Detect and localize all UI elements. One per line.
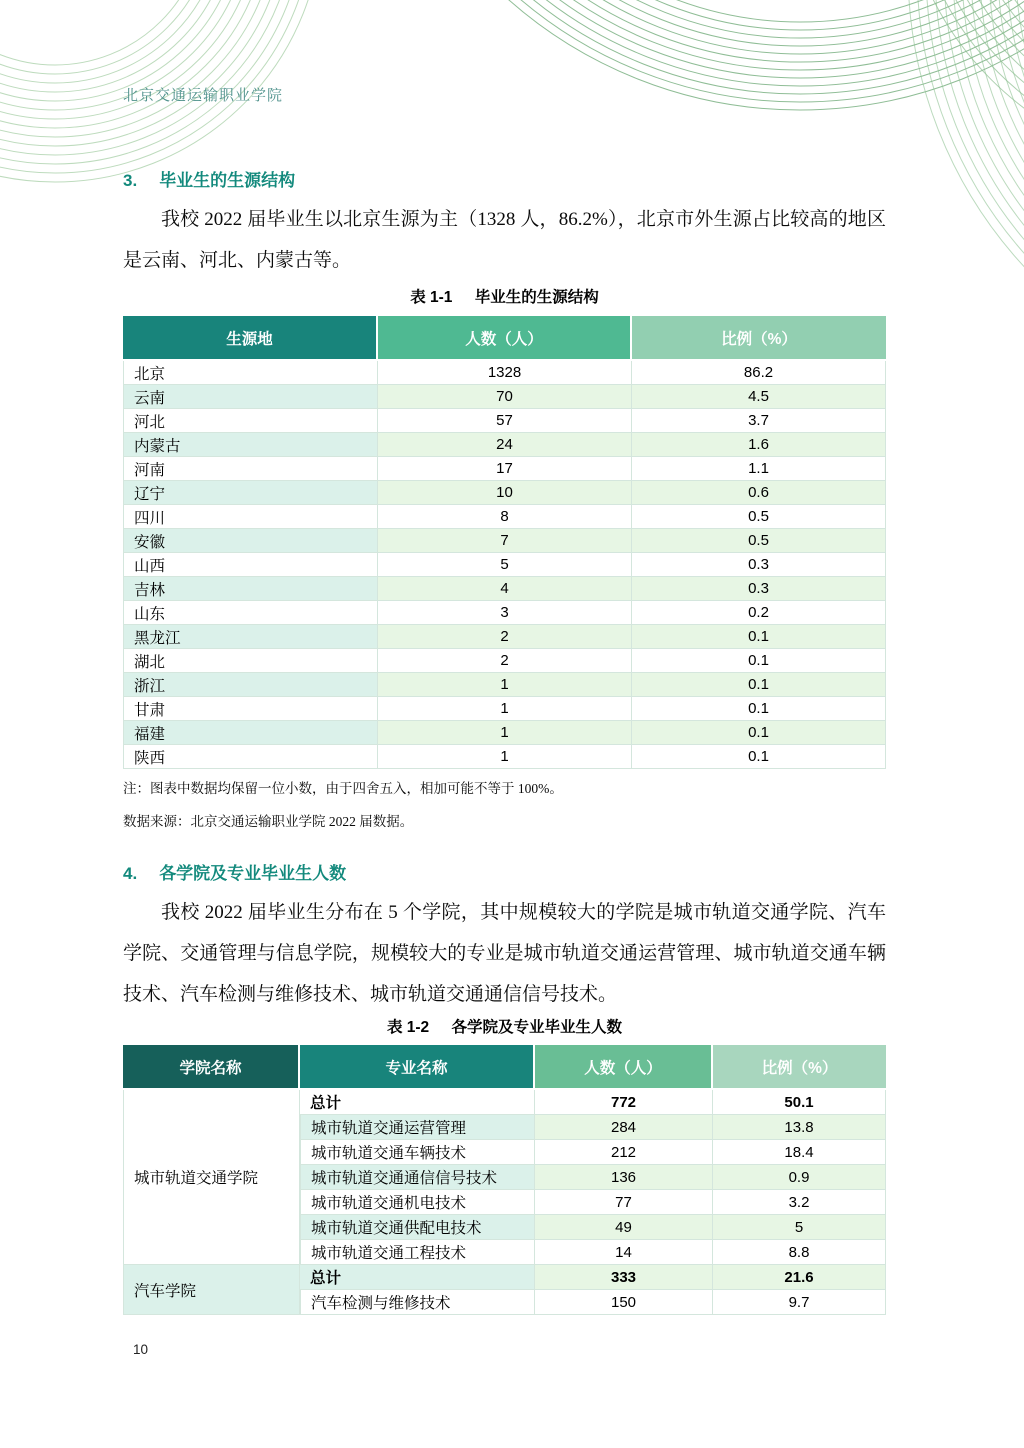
region-cell: 黑龙江 [123,625,378,649]
major-cell: 总计 [300,1090,535,1115]
table-1-caption-title: 毕业生的生源结构 [474,289,599,306]
column-header-count: 人数（人） [378,316,632,361]
major-cell: 总计 [300,1265,535,1290]
count-cell: 77 [535,1190,713,1215]
count-cell: 49 [535,1215,713,1240]
count-cell: 4 [378,577,632,601]
column-header-count: 人数（人） [535,1045,713,1090]
region-cell: 湖北 [123,649,378,673]
count-cell: 10 [378,481,632,505]
table-row [123,433,886,457]
count-cell: 2 [378,625,632,649]
table-2-caption [123,1015,886,1037]
section-4-paragraph: 我校 2022 届毕业生分布在 5 个学院，其中规模较大的学院是城市轨道交通学院、汽车学院、交通管理与信息学院，规模较大的专业是城市轨道交通运营管理、城市轨道交通车辆技术、汽车检测与维修技术、城市轨道交通通信信号技术。 [123,902,886,1005]
column-header-major: 专业名称 [300,1045,535,1090]
ratio-cell: 0.3 [632,577,886,601]
ratio-cell: 4.5 [632,385,886,409]
region-cell: 陕西 [123,745,378,769]
table-row [123,649,886,673]
table-row [123,457,886,481]
table-row [123,529,886,553]
college-cell: 汽车学院 [123,1265,300,1315]
table-row [123,697,886,721]
section-4-heading [123,862,886,886]
region-cell: 山东 [123,601,378,625]
region-cell: 四川 [123,505,378,529]
ratio-cell: 18.4 [713,1140,886,1165]
table-note: 注：图表中数据均保留一位小数，由于四舍五入，相加可能不等于 100%。 [123,781,563,796]
region-cell: 甘肃 [123,697,378,721]
table-row [123,553,886,577]
count-cell: 284 [535,1115,713,1140]
region-cell: 内蒙古 [123,433,378,457]
page-content [123,0,886,1315]
page-number: 10 [133,1342,149,1357]
ratio-cell: 50.1 [713,1090,886,1115]
table-row [123,481,886,505]
section-4-number: 4. [123,864,138,883]
table-row [123,385,886,409]
count-cell: 1 [378,721,632,745]
count-cell: 8 [378,505,632,529]
data-source-note: 数据来源：北京交通运输职业学院 2022 届数据。 [123,814,414,829]
count-cell: 14 [535,1240,713,1265]
region-cell: 河南 [123,457,378,481]
source-structure-table [123,316,886,769]
count-cell: 7 [378,529,632,553]
table-2-caption-title: 各学院及专业毕业生人数 [451,1019,623,1036]
major-cell: 汽车检测与维修技术 [300,1290,535,1315]
ratio-cell: 13.8 [713,1115,886,1140]
column-header-ratio: 比例（%） [713,1045,886,1090]
ratio-cell: 3.7 [632,409,886,433]
major-cell: 城市轨道交通工程技术 [300,1240,535,1265]
ratio-cell: 0.5 [632,529,886,553]
count-cell: 136 [535,1165,713,1190]
ratio-cell: 0.1 [632,625,886,649]
count-cell: 1 [378,745,632,769]
section-3-title: 毕业生的生源结构 [159,171,296,190]
college-major-table [123,1045,886,1315]
table-row [123,361,886,385]
count-cell: 70 [378,385,632,409]
ratio-cell: 0.9 [713,1165,886,1190]
table-1-caption-label: 表 1-1 [410,289,453,306]
count-cell: 57 [378,409,632,433]
ratio-cell: 0.1 [632,649,886,673]
region-cell: 云南 [123,385,378,409]
ratio-cell: 0.1 [632,721,886,745]
ratio-cell: 1.1 [632,457,886,481]
table-row [123,601,886,625]
table-1-caption [123,285,886,307]
table-row [123,673,886,697]
table-row [123,1265,886,1290]
ratio-cell: 0.2 [632,601,886,625]
count-cell: 772 [535,1090,713,1115]
count-cell: 1 [378,697,632,721]
table-header-row [123,1045,886,1090]
ratio-cell: 0.1 [632,673,886,697]
institution-name: 北京交通运输职业学院 [123,88,284,104]
count-cell: 3 [378,601,632,625]
major-cell: 城市轨道交通供配电技术 [300,1215,535,1240]
region-cell: 辽宁 [123,481,378,505]
count-cell: 212 [535,1140,713,1165]
ratio-cell: 1.6 [632,433,886,457]
count-cell: 17 [378,457,632,481]
ratio-cell: 0.1 [632,697,886,721]
section-3-paragraph: 我校 2022 届毕业生以北京生源为主（1328 人，86.2%），北京市外生源占比较高的地区是云南、河北、内蒙古等。 [123,209,886,271]
count-cell: 5 [378,553,632,577]
major-cell: 城市轨道交通车辆技术 [300,1140,535,1165]
major-cell: 城市轨道交通机电技术 [300,1190,535,1215]
ratio-cell: 21.6 [713,1265,886,1290]
count-cell: 1328 [378,361,632,385]
count-cell: 1 [378,673,632,697]
count-cell: 150 [535,1290,713,1315]
table-row [123,409,886,433]
major-cell: 城市轨道交通运营管理 [300,1115,535,1140]
ratio-cell: 8.8 [713,1240,886,1265]
ratio-cell: 5 [713,1215,886,1240]
ratio-cell: 0.1 [632,745,886,769]
section-3-number: 3. [123,171,138,190]
column-header-source-region: 生源地 [123,316,378,361]
ratio-cell: 9.7 [713,1290,886,1315]
ratio-cell: 86.2 [632,361,886,385]
section-3-heading [123,169,886,193]
major-cell: 城市轨道交通通信信号技术 [300,1165,535,1190]
column-header-college: 学院名称 [123,1045,300,1090]
count-cell: 333 [535,1265,713,1290]
section-4-title: 各学院及专业毕业生人数 [159,864,347,883]
table-row [123,577,886,601]
ratio-cell: 0.6 [632,481,886,505]
count-cell: 24 [378,433,632,457]
region-cell: 吉林 [123,577,378,601]
ratio-cell: 3.2 [713,1190,886,1215]
table-row [123,1090,886,1115]
table-row [123,505,886,529]
ratio-cell: 0.5 [632,505,886,529]
region-cell: 河北 [123,409,378,433]
count-cell: 2 [378,649,632,673]
table-2-caption-label: 表 1-2 [386,1019,430,1036]
table-row [123,745,886,769]
region-cell: 浙江 [123,673,378,697]
region-cell: 福建 [123,721,378,745]
table-header-row [123,316,886,361]
region-cell: 安徽 [123,529,378,553]
table-row [123,721,886,745]
table-row [123,625,886,649]
college-cell: 城市轨道交通学院 [123,1090,300,1265]
ratio-cell: 0.3 [632,553,886,577]
column-header-ratio: 比例（%） [632,316,886,361]
region-cell: 山西 [123,553,378,577]
region-cell: 北京 [123,361,378,385]
